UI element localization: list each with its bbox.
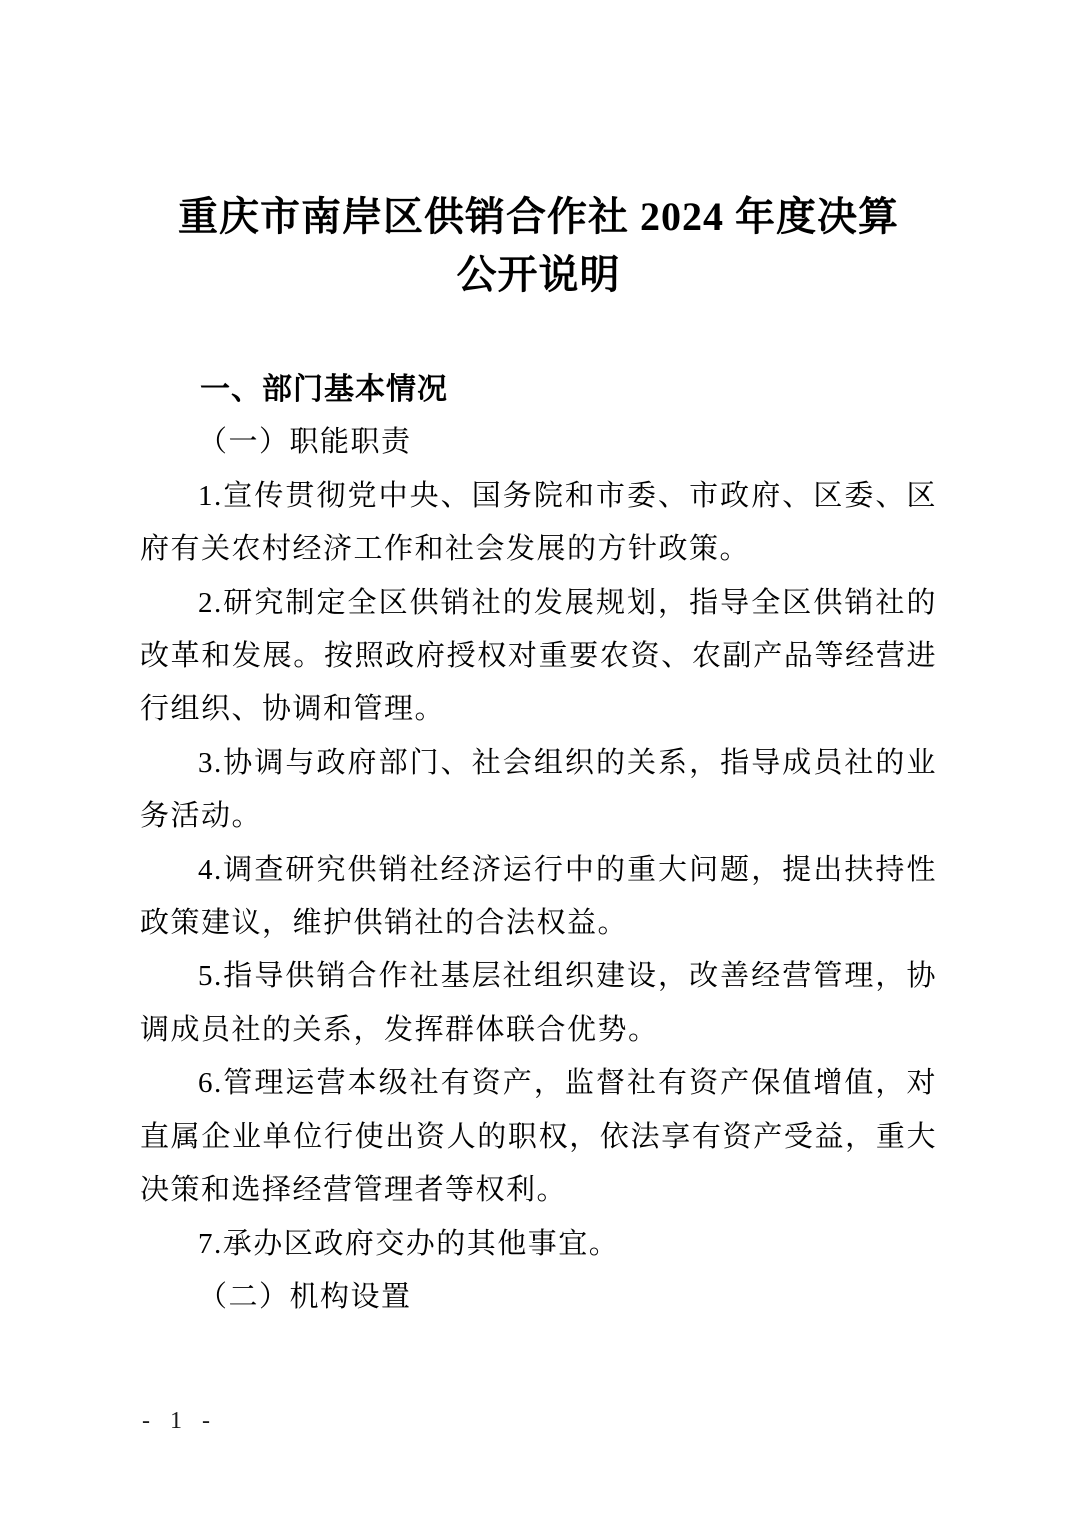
paragraph: 7.承办区政府交办的其他事宜。 bbox=[198, 1227, 620, 1260]
page-number: - 1 - bbox=[142, 1408, 217, 1434]
document-title-line2: 公开说明 bbox=[456, 252, 621, 297]
document-title bbox=[140, 188, 937, 304]
paragraph: 4.调查研究供销社经济运行中的重大问题，提出扶持性政策建议，维护供销社的合法权益。 bbox=[140, 853, 937, 940]
paragraph: 6.管理运营本级社有资产，监督社有资产保值增值，对直属企业单位行使出资人的职权，依法享有资产受益，重大决策和选择经营管理者等权利。 bbox=[140, 1067, 937, 1207]
section-heading: （一）职能职责 bbox=[198, 426, 412, 459]
section-heading: （二）机构设置 bbox=[198, 1280, 412, 1313]
section-heading: 一、部门基本情况 bbox=[200, 373, 448, 406]
paragraph: 2.研究制定全区供销社的发展规划，指导全区供销社的改革和发展。按照政府授权对重要农资、农副产品等经营进行组织、协调和管理。 bbox=[140, 586, 937, 726]
paragraph: 5.指导供销合作社基层社组织建设，改善经营管理，协调成员社的关系，发挥群体联合优势。 bbox=[140, 960, 937, 1046]
paragraph: 3.协调与政府部门、社会组织的关系，指导成员社的业务活动。 bbox=[140, 746, 937, 833]
document-body bbox=[140, 363, 937, 1324]
paragraph: 1.宣传贯彻党中央、国务院和市委、市政府、区委、区府有关农村经济工作和社会发展的方针政策。 bbox=[140, 479, 937, 566]
document-title-line1: 重庆市南岸区供销合作社 2024 年度决算 bbox=[178, 194, 899, 239]
